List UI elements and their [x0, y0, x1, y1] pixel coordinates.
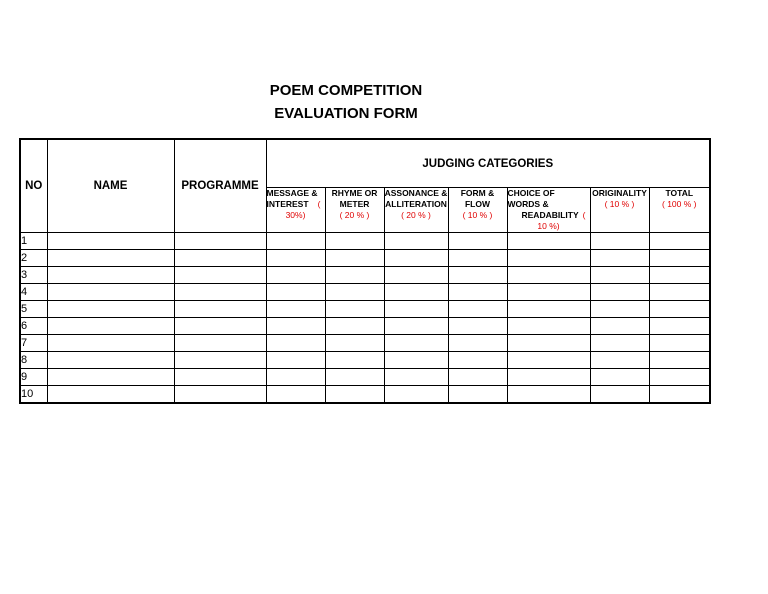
- message-score-cell[interactable]: [266, 250, 325, 267]
- originality-score-cell[interactable]: [590, 352, 649, 369]
- row-number: 5: [20, 301, 47, 318]
- choice-score-cell[interactable]: [507, 369, 590, 386]
- category-message-line2-wrap: [267, 199, 325, 210]
- assonance-score-cell[interactable]: [384, 335, 448, 352]
- table-row: [20, 233, 710, 250]
- total-score-cell[interactable]: [649, 318, 710, 335]
- total-score-cell[interactable]: [649, 369, 710, 386]
- originality-score-cell[interactable]: [590, 267, 649, 284]
- total-score-cell[interactable]: [649, 233, 710, 250]
- programme-cell[interactable]: [174, 267, 266, 284]
- entry-rows: [20, 233, 710, 404]
- name-cell[interactable]: [47, 250, 174, 267]
- total-score-cell[interactable]: [649, 335, 710, 352]
- header-programme: PROGRAMME: [174, 139, 266, 233]
- name-cell[interactable]: [47, 318, 174, 335]
- form-score-cell[interactable]: [448, 369, 507, 386]
- row-number: 9: [20, 369, 47, 386]
- category-originality-pct: ( 10 % ): [604, 199, 635, 209]
- message-score-cell[interactable]: [266, 318, 325, 335]
- rhyme-score-cell[interactable]: [325, 335, 384, 352]
- originality-score-cell[interactable]: [590, 233, 649, 250]
- choice-score-cell[interactable]: [507, 386, 590, 404]
- originality-score-cell[interactable]: [590, 284, 649, 301]
- category-total-line1: TOTAL: [665, 188, 694, 198]
- table-row: [20, 301, 710, 318]
- category-total: [649, 188, 710, 233]
- name-cell[interactable]: [47, 233, 174, 250]
- name-cell[interactable]: [47, 335, 174, 352]
- originality-score-cell[interactable]: [590, 301, 649, 318]
- originality-score-cell[interactable]: [590, 386, 649, 404]
- category-originality-line1: ORIGINALITY: [592, 188, 647, 198]
- category-form-line1: FORM & FLOW: [460, 188, 495, 209]
- rhyme-score-cell[interactable]: [325, 250, 384, 267]
- category-form-flow: [448, 188, 507, 233]
- message-score-cell[interactable]: [266, 267, 325, 284]
- originality-score-cell[interactable]: [590, 250, 649, 267]
- form-score-cell[interactable]: [448, 250, 507, 267]
- rhyme-score-cell[interactable]: [325, 318, 384, 335]
- category-message-line1: MESSAGE &: [266, 188, 318, 198]
- programme-cell[interactable]: [174, 369, 266, 386]
- name-cell[interactable]: [47, 267, 174, 284]
- message-score-cell[interactable]: [266, 352, 325, 369]
- header-row-top: [20, 139, 710, 188]
- header-judging-categories: JUDGING CATEGORIES: [266, 139, 710, 188]
- assonance-score-cell[interactable]: [384, 267, 448, 284]
- category-choice-line1: CHOICE OF WORDS &: [507, 188, 555, 209]
- row-number: 4: [20, 284, 47, 301]
- message-score-cell[interactable]: [266, 284, 325, 301]
- header-name: NAME: [47, 139, 174, 233]
- message-score-cell[interactable]: [266, 369, 325, 386]
- row-number: 3: [20, 267, 47, 284]
- programme-cell[interactable]: [174, 301, 266, 318]
- rhyme-score-cell[interactable]: [325, 233, 384, 250]
- rhyme-score-cell[interactable]: [325, 386, 384, 404]
- choice-score-cell[interactable]: [507, 335, 590, 352]
- name-cell[interactable]: [47, 301, 174, 318]
- table-row: [20, 284, 710, 301]
- category-form-pct: ( 10 % ): [462, 210, 493, 220]
- choice-score-cell[interactable]: [507, 250, 590, 267]
- evaluation-table: [19, 138, 711, 404]
- category-assonance-alliteration: [384, 188, 448, 233]
- assonance-score-cell[interactable]: [384, 284, 448, 301]
- row-number: 10: [20, 386, 47, 404]
- programme-cell[interactable]: [174, 284, 266, 301]
- category-total-pct: ( 100 % ): [662, 199, 697, 209]
- category-assonance-line2: ALLITERATION: [385, 199, 447, 209]
- programme-cell[interactable]: [174, 352, 266, 369]
- programme-cell[interactable]: [174, 233, 266, 250]
- choice-score-cell[interactable]: [507, 301, 590, 318]
- form-score-cell[interactable]: [448, 301, 507, 318]
- form-score-cell[interactable]: [448, 386, 507, 404]
- category-rhyme-meter: [325, 188, 384, 233]
- category-choice-pct: 10 %): [537, 221, 560, 231]
- total-score-cell[interactable]: [649, 250, 710, 267]
- choice-score-cell[interactable]: [507, 352, 590, 369]
- category-originality: [590, 188, 649, 233]
- programme-cell[interactable]: [174, 318, 266, 335]
- category-choice-readability: [507, 188, 590, 233]
- category-choice-line2: READABILITY: [521, 210, 579, 220]
- category-message-interest: [266, 188, 325, 233]
- category-assonance-pct: ( 20 % ): [401, 210, 431, 220]
- row-number: 1: [20, 233, 47, 250]
- form-score-cell[interactable]: [448, 335, 507, 352]
- form-score-cell[interactable]: [448, 233, 507, 250]
- message-score-cell[interactable]: [266, 301, 325, 318]
- programme-cell[interactable]: [174, 250, 266, 267]
- form-title-line1: POEM COMPETITION: [269, 82, 423, 99]
- rhyme-score-cell[interactable]: [325, 301, 384, 318]
- programme-cell[interactable]: [174, 386, 266, 404]
- total-score-cell[interactable]: [649, 267, 710, 284]
- form-score-cell[interactable]: [448, 284, 507, 301]
- rhyme-score-cell[interactable]: [325, 352, 384, 369]
- category-assonance-line1: ASSONANCE &: [384, 188, 448, 198]
- table-row: [20, 318, 710, 335]
- assonance-score-cell[interactable]: [384, 352, 448, 369]
- message-score-cell[interactable]: [266, 233, 325, 250]
- table-row: [20, 352, 710, 369]
- row-number: 7: [20, 335, 47, 352]
- category-message-pct: 30%): [285, 210, 306, 220]
- message-score-cell[interactable]: [266, 386, 325, 404]
- name-cell[interactable]: [47, 352, 174, 369]
- table-row: [20, 250, 710, 267]
- form-score-cell[interactable]: [448, 352, 507, 369]
- total-score-cell[interactable]: [649, 301, 710, 318]
- category-rhyme-pct: ( 20 % ): [339, 210, 370, 220]
- assonance-score-cell[interactable]: [384, 318, 448, 335]
- form-score-cell[interactable]: [448, 267, 507, 284]
- category-choice-paren: (: [582, 210, 586, 220]
- rhyme-score-cell[interactable]: [325, 369, 384, 386]
- header-no: NO: [20, 139, 47, 233]
- originality-score-cell[interactable]: [590, 335, 649, 352]
- originality-score-cell[interactable]: [590, 318, 649, 335]
- category-message-line2: INTEREST: [266, 199, 309, 209]
- form-title-line2: EVALUATION FORM: [274, 105, 418, 122]
- total-score-cell[interactable]: [649, 386, 710, 404]
- total-score-cell[interactable]: [649, 352, 710, 369]
- table-row: [20, 386, 710, 404]
- assonance-score-cell[interactable]: [384, 369, 448, 386]
- category-rhyme-line2: METER: [339, 199, 370, 209]
- name-cell[interactable]: [47, 386, 174, 404]
- choice-score-cell[interactable]: [507, 318, 590, 335]
- assonance-score-cell[interactable]: [384, 233, 448, 250]
- category-choice-line2-wrap: [508, 210, 590, 221]
- choice-score-cell[interactable]: [507, 233, 590, 250]
- programme-cell[interactable]: [174, 335, 266, 352]
- assonance-score-cell[interactable]: [384, 301, 448, 318]
- name-cell[interactable]: [47, 369, 174, 386]
- row-number: 2: [20, 250, 47, 267]
- name-cell[interactable]: [47, 284, 174, 301]
- assonance-score-cell[interactable]: [384, 250, 448, 267]
- row-number: 8: [20, 352, 47, 369]
- category-message-paren: (: [317, 199, 321, 209]
- originality-score-cell[interactable]: [590, 369, 649, 386]
- total-score-cell[interactable]: [649, 284, 710, 301]
- choice-score-cell[interactable]: [507, 284, 590, 301]
- table-row: [20, 369, 710, 386]
- table-row: [20, 335, 710, 352]
- rhyme-score-cell[interactable]: [325, 267, 384, 284]
- message-score-cell[interactable]: [266, 335, 325, 352]
- category-rhyme-line1: RHYME OR: [331, 188, 378, 198]
- rhyme-score-cell[interactable]: [325, 284, 384, 301]
- form-score-cell[interactable]: [448, 318, 507, 335]
- row-number: 6: [20, 318, 47, 335]
- table-row: [20, 267, 710, 284]
- assonance-score-cell[interactable]: [384, 386, 448, 404]
- choice-score-cell[interactable]: [507, 267, 590, 284]
